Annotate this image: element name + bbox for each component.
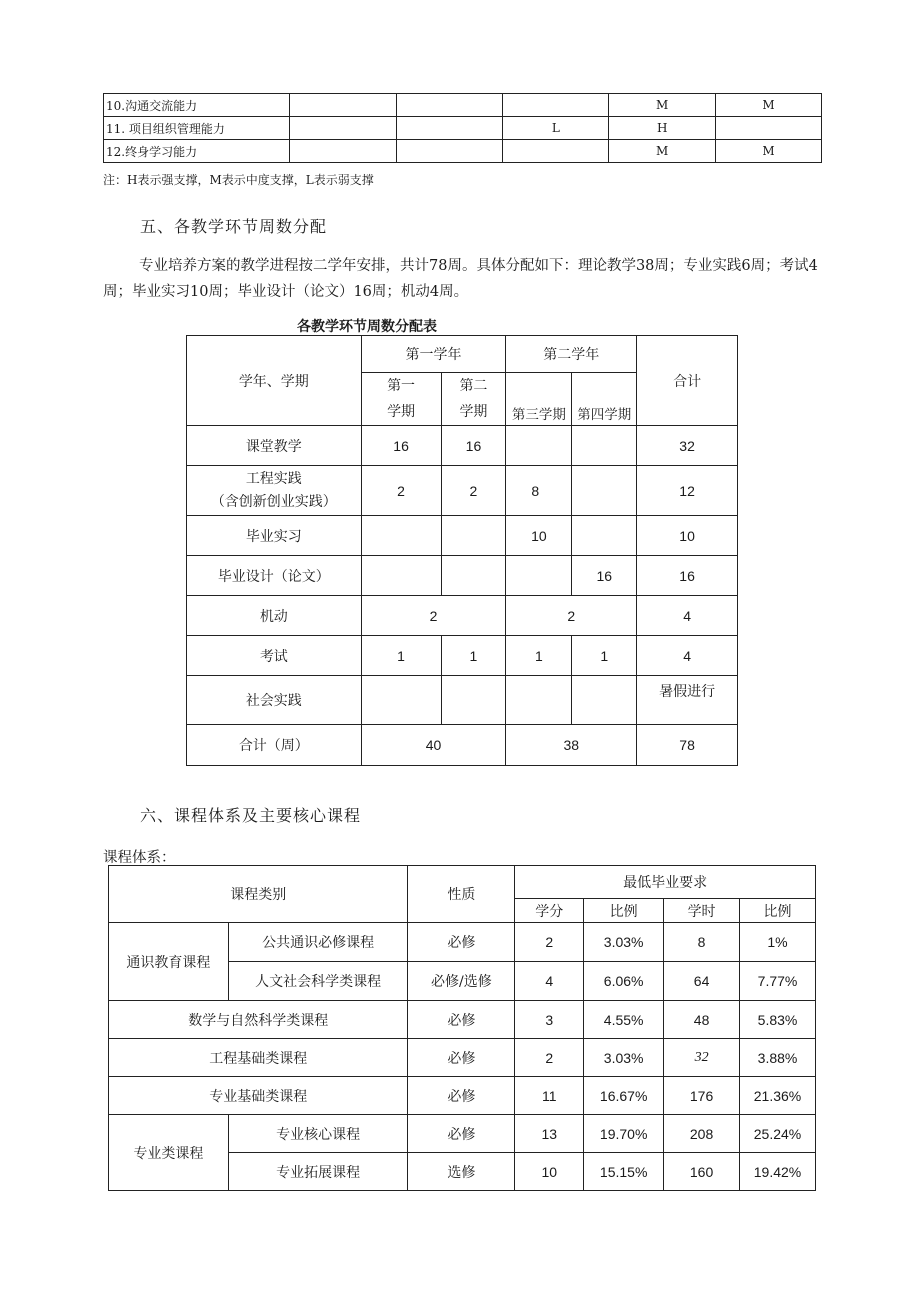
cell: 1 bbox=[506, 636, 572, 676]
row-label: 机动 bbox=[187, 596, 362, 636]
sem2-label: 第二学期 bbox=[459, 378, 488, 420]
row-label: 毕业实习 bbox=[187, 516, 362, 556]
row-label: 考试 bbox=[187, 636, 362, 676]
cell bbox=[361, 556, 441, 596]
cell: 4 bbox=[637, 636, 738, 676]
cell bbox=[396, 140, 503, 163]
ratio: 6.06% bbox=[584, 962, 664, 1001]
row-label: 合计（周） bbox=[187, 725, 362, 766]
cell bbox=[506, 676, 572, 725]
ratio: 5.83% bbox=[740, 1001, 816, 1039]
table-row bbox=[109, 1077, 816, 1115]
cell bbox=[572, 516, 637, 556]
year1-header: 第一学年 bbox=[361, 336, 506, 373]
ratio: 19.42% bbox=[740, 1153, 816, 1191]
cell: 暑假进行 bbox=[637, 676, 738, 725]
ratio: 4.55% bbox=[584, 1001, 664, 1039]
nature: 必修 bbox=[408, 1115, 515, 1153]
table-row bbox=[109, 1039, 816, 1077]
cell: 1 bbox=[572, 636, 637, 676]
ratio: 21.36% bbox=[740, 1077, 816, 1115]
paragraph: 专业培养方案的教学进程按二学年安排，共计78周。具体分配如下：理论教学38周；专业实践6周；考试4周；毕业实习10周；毕业设计（论文）16周；机动4周。 bbox=[103, 258, 818, 300]
table-row bbox=[109, 866, 816, 899]
cell bbox=[289, 94, 396, 117]
hours: 8 bbox=[664, 923, 740, 962]
sem3-header: 第三学期 bbox=[506, 373, 572, 426]
row-label bbox=[187, 466, 362, 516]
cell: 38 bbox=[506, 725, 637, 766]
cell: M bbox=[716, 94, 822, 117]
cell bbox=[289, 140, 396, 163]
group-label: 专业类课程 bbox=[109, 1115, 229, 1191]
cell bbox=[506, 426, 572, 466]
cell: L bbox=[503, 117, 609, 140]
table-row bbox=[109, 923, 816, 962]
row-label: 社会实践 bbox=[187, 676, 362, 725]
credit: 2 bbox=[515, 923, 584, 962]
course-system-table bbox=[108, 865, 816, 1191]
sem4-header: 第四学期 bbox=[572, 373, 637, 426]
table-row bbox=[187, 516, 738, 556]
credit: 3 bbox=[515, 1001, 584, 1039]
cell bbox=[441, 516, 506, 556]
table-caption: 各教学环节周数分配表 bbox=[297, 319, 437, 335]
cell: 2 bbox=[506, 596, 637, 636]
cell bbox=[503, 94, 609, 117]
ability-label: 11. 项目组织管理能力 bbox=[104, 117, 290, 140]
hours: 208 bbox=[664, 1115, 740, 1153]
section-heading: 五、各教学环节周数分配 bbox=[140, 217, 328, 236]
cell: 40 bbox=[361, 725, 506, 766]
cell: 1 bbox=[441, 636, 506, 676]
weeks-allocation-table bbox=[186, 335, 738, 766]
hours: 64 bbox=[664, 962, 740, 1001]
ratio-header: 比例 bbox=[740, 899, 816, 923]
ability-label: 10.沟通交流能力 bbox=[104, 94, 290, 117]
course-name: 专业拓展课程 bbox=[228, 1153, 408, 1191]
hours: 32 bbox=[664, 1039, 740, 1077]
cell: 2 bbox=[361, 466, 441, 516]
cell bbox=[441, 676, 506, 725]
ability-support-table bbox=[103, 93, 822, 163]
hours: 160 bbox=[664, 1153, 740, 1191]
cell: 1 bbox=[361, 636, 441, 676]
total-header: 合计 bbox=[637, 336, 738, 426]
course-name: 工程基础类课程 bbox=[109, 1039, 408, 1077]
cell: 10 bbox=[637, 516, 738, 556]
ratio: 15.15% bbox=[584, 1153, 664, 1191]
ratio: 19.70% bbox=[584, 1115, 664, 1153]
sem1-label: 第一学期 bbox=[387, 378, 416, 420]
credit: 10 bbox=[515, 1153, 584, 1191]
cell bbox=[396, 117, 503, 140]
ratio: 7.77% bbox=[740, 962, 816, 1001]
cell bbox=[503, 140, 609, 163]
row-label-line2: （含创新创业实践） bbox=[210, 493, 337, 510]
cell: M bbox=[609, 94, 716, 117]
nature: 必修 bbox=[408, 923, 515, 962]
cell: 78 bbox=[637, 725, 738, 766]
cell bbox=[289, 117, 396, 140]
table-row bbox=[187, 426, 738, 466]
credit: 11 bbox=[515, 1077, 584, 1115]
course-name: 人文社会科学类课程 bbox=[228, 962, 408, 1001]
cell: 12 bbox=[637, 466, 738, 516]
course-name: 专业核心课程 bbox=[228, 1115, 408, 1153]
table-row bbox=[187, 676, 738, 725]
cell bbox=[441, 556, 506, 596]
cell bbox=[506, 556, 572, 596]
subheading: 课程体系： bbox=[103, 850, 176, 866]
ratio: 3.03% bbox=[584, 1039, 664, 1077]
cell bbox=[361, 676, 441, 725]
cell: 16 bbox=[361, 426, 441, 466]
cell: 2 bbox=[361, 596, 506, 636]
hours: 176 bbox=[664, 1077, 740, 1115]
table-row bbox=[187, 596, 738, 636]
cell: 16 bbox=[572, 556, 637, 596]
table-row bbox=[109, 1115, 816, 1153]
table-row bbox=[187, 556, 738, 596]
cell: 16 bbox=[637, 556, 738, 596]
row-label-line1: 工程实践 bbox=[245, 470, 302, 487]
cell: 2 bbox=[441, 466, 506, 516]
section-heading: 六、课程体系及主要核心课程 bbox=[140, 806, 362, 825]
cell bbox=[572, 426, 637, 466]
group-label: 通识教育课程 bbox=[109, 923, 229, 1001]
table-row bbox=[187, 636, 738, 676]
table-note: 注：H表示强支撑，M表示中度支撑，L表示弱支撑 bbox=[103, 173, 374, 187]
min-requirement-header: 最低毕业要求 bbox=[515, 866, 816, 899]
cell bbox=[716, 117, 822, 140]
credit: 2 bbox=[515, 1039, 584, 1077]
table-row bbox=[187, 466, 738, 516]
table-row bbox=[187, 725, 738, 766]
course-name: 数学与自然科学类课程 bbox=[109, 1001, 408, 1039]
nature-header: 性质 bbox=[408, 866, 515, 923]
cell: 10 bbox=[506, 516, 572, 556]
cell: 8 bbox=[506, 466, 572, 516]
credit-header: 学分 bbox=[515, 899, 584, 923]
ratio: 3.03% bbox=[584, 923, 664, 962]
cell bbox=[361, 516, 441, 556]
credit: 4 bbox=[515, 962, 584, 1001]
cell: 4 bbox=[637, 596, 738, 636]
cell bbox=[572, 466, 637, 516]
cell: M bbox=[716, 140, 822, 163]
corner-header: 学年、学期 bbox=[187, 336, 362, 426]
row-label: 毕业设计（论文） bbox=[187, 556, 362, 596]
nature: 选修 bbox=[408, 1153, 515, 1191]
table-row bbox=[109, 1001, 816, 1039]
table-row bbox=[187, 336, 738, 373]
ratio: 3.88% bbox=[740, 1039, 816, 1077]
nature: 必修 bbox=[408, 1039, 515, 1077]
row-label: 课堂教学 bbox=[187, 426, 362, 466]
ratio: 25.24% bbox=[740, 1115, 816, 1153]
sem2-header bbox=[441, 373, 506, 426]
cell bbox=[572, 676, 637, 725]
hours: 48 bbox=[664, 1001, 740, 1039]
table-row bbox=[104, 140, 822, 163]
table-row bbox=[104, 94, 822, 117]
ratio: 1% bbox=[740, 923, 816, 962]
credit: 13 bbox=[515, 1115, 584, 1153]
hours-header: 学时 bbox=[664, 899, 740, 923]
table-row bbox=[104, 117, 822, 140]
sem1-header bbox=[361, 373, 441, 426]
nature: 必修 bbox=[408, 1077, 515, 1115]
course-name: 专业基础类课程 bbox=[109, 1077, 408, 1115]
cell: 32 bbox=[637, 426, 738, 466]
year2-header: 第二学年 bbox=[506, 336, 637, 373]
cell: 16 bbox=[441, 426, 506, 466]
cell bbox=[396, 94, 503, 117]
ability-label: 12.终身学习能力 bbox=[104, 140, 290, 163]
cell: H bbox=[609, 117, 716, 140]
nature: 必修/选修 bbox=[408, 962, 515, 1001]
cell: M bbox=[609, 140, 716, 163]
category-header: 课程类别 bbox=[109, 866, 408, 923]
ratio-header: 比例 bbox=[584, 899, 664, 923]
course-name: 公共通识必修课程 bbox=[228, 923, 408, 962]
nature: 必修 bbox=[408, 1001, 515, 1039]
ratio: 16.67% bbox=[584, 1077, 664, 1115]
